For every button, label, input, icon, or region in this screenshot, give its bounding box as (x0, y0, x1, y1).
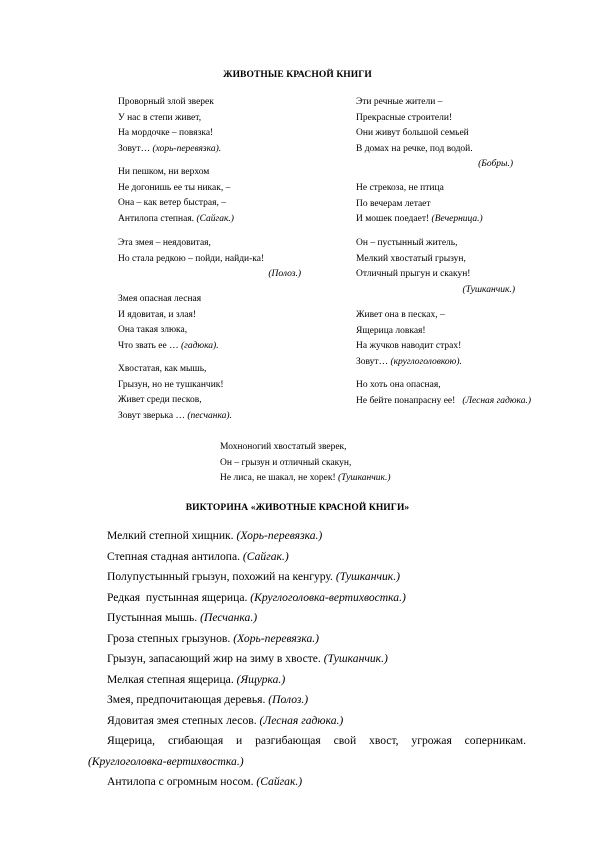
quiz-answer: (Ящурка.) (236, 672, 286, 686)
riddle-right-4 (356, 308, 526, 370)
riddle-answer: (песчанка). (187, 410, 232, 421)
riddle-line: Отличный прыгун и скакун! (356, 269, 471, 279)
riddle-line: Ящерица ловкая! (356, 325, 426, 336)
quiz-answer: (Песчанка.) (200, 611, 258, 624)
quiz-list (88, 526, 526, 793)
riddle-line: Грызун, но не тушканчик! (118, 379, 224, 390)
riddle-answer: (Вечерница.) (431, 214, 483, 224)
quiz-item (88, 588, 526, 609)
quiz-answer: (Хорь-перевязка.) (236, 529, 323, 542)
quiz-answer: (Тушканчик.) (323, 652, 388, 665)
riddle-line: Эта змея – неядовитая, (118, 238, 211, 248)
riddle-answer: (Лесная гадюка.) (462, 395, 532, 406)
riddle-line (118, 409, 348, 425)
riddle-line: Живет она в песках, – (356, 310, 445, 320)
quiz-answer: (Круглоголовка-вертихвостка.) (250, 590, 406, 604)
riddle-line: У нас в степи живет, (118, 112, 202, 123)
quiz-item (88, 608, 526, 629)
quiz-question: Ядовитая змея степных лесов. (107, 713, 260, 727)
quiz-answer: (Хорь-перевязка.) (233, 631, 320, 645)
riddle-left-5 (118, 362, 348, 424)
quiz-item (88, 526, 526, 547)
riddle-text: Не бейте понапрасну ее! (356, 395, 463, 406)
riddle-line (220, 471, 460, 487)
riddle-answer: (круглоголовкою). (390, 356, 462, 367)
quiz-answer: (Полоз.) (268, 693, 309, 706)
quiz-question: Мелкая степная ящерица. (107, 672, 237, 686)
riddle-answer: (хорь-перевязка). (152, 143, 222, 154)
quiz-question: Антилопа с огромным носом. (107, 775, 257, 788)
title-red-book-animals: ЖИВОТНЫЕ КРАСНОЙ КНИГИ (223, 70, 372, 80)
riddle-right-2 (356, 181, 526, 228)
riddle-text: Зовут… (356, 356, 391, 367)
riddle-line: На жучков наводит страх! (356, 341, 462, 351)
riddle-line: Мохноногий хвостатый зверек, (220, 442, 347, 452)
riddle-line: Они живут большой семьей (356, 128, 469, 138)
riddle-left-3 (118, 236, 301, 283)
riddle-line: Проворный злой зверек (118, 97, 214, 107)
riddle-line: В домах на речке, под водой. (356, 143, 473, 154)
riddle-line: Не догонишь ее ты никак, – (118, 182, 231, 193)
quiz-question: Мелкий степной хищник. (107, 529, 237, 542)
riddle-text: Зовут зверька … (118, 410, 188, 421)
quiz-answer: (Тушканчик.) (335, 570, 400, 583)
riddle-line (356, 394, 532, 410)
riddle-line: Она – как ветер быстрая, – (118, 198, 227, 208)
riddle-line: Он – грызун и отличный скакун, (220, 457, 352, 468)
riddle-text: Не лиса, не шакал, не хорек! (220, 473, 338, 483)
riddle-answer: (Сайгак.) (196, 213, 234, 224)
quiz-item (88, 690, 526, 711)
quiz-question: Грызун, запасающий жир на зиму в хвосте. (107, 652, 324, 665)
riddle-text: Зовут… (118, 143, 153, 154)
riddle-right-3 (356, 236, 515, 298)
riddle-line (356, 212, 526, 228)
quiz-item (88, 649, 526, 670)
riddle-line (118, 339, 348, 355)
quiz-answer: (Сайгак.) (256, 775, 303, 788)
riddle-line: На мордочке – повязка! (118, 128, 214, 138)
quiz-answer: (Сайгак.) (242, 549, 289, 563)
riddle-line (118, 212, 348, 228)
riddle-right-1 (356, 95, 513, 173)
quiz-question: Редкая пустынная ящерица. (107, 590, 251, 604)
riddle-line: По вечерам летает (356, 198, 431, 209)
riddle-left-4 (118, 292, 348, 354)
quiz-item: Ящерица, сгибающая и разгибающая свой хвост, угрожая соперникам. (107, 734, 526, 747)
riddle-line: Ни пешком, ни верхом (118, 167, 210, 177)
riddle-answer: (Бобры.) (478, 159, 513, 169)
riddle-line: Она такая злюка, (118, 325, 188, 335)
quiz-answer: (Круглоголовка-вертихвостка.) (88, 754, 244, 768)
riddle-line: Прекрасные строители! (356, 112, 453, 123)
riddle-line: Змея опасная лесная (118, 294, 202, 304)
quiz-item (88, 772, 526, 793)
quiz-question: Пустынная мышь. (107, 611, 201, 624)
riddle-line: Он – пустынный житель, (356, 238, 458, 248)
riddle-answer: (Полоз.) (268, 269, 301, 279)
riddle-line: Хвостатая, как мышь, (118, 364, 207, 374)
riddle-line: Живет среди песков, (118, 395, 202, 405)
riddle-line: Мелкий хвостатый грызун, (356, 253, 466, 264)
riddle-text: Что звать ее … (118, 340, 181, 351)
quiz-question: Змея, предпочитающая деревья. (107, 693, 269, 706)
quiz-item (88, 547, 526, 568)
riddle-center (220, 440, 460, 487)
quiz-item-continuation (88, 752, 526, 773)
riddle-line (356, 355, 526, 371)
quiz-item (88, 711, 526, 732)
title-quiz: ВИКТОРИНА «ЖИВОТНЫЕ КРАСНОЙ КНИГИ» (185, 503, 410, 513)
quiz-item (88, 670, 526, 691)
quiz-answer: (Лесная гадюка.) (259, 713, 344, 727)
riddle-right-5 (356, 378, 532, 409)
riddle-answer: (Тушканчик.) (337, 473, 391, 483)
riddle-text: И мошек поедает! (356, 214, 432, 224)
riddle-line: Но хоть она опасная, (356, 380, 441, 390)
riddle-line: Эти речные жители – (356, 97, 443, 107)
riddle-answer: (гадюка). (180, 340, 219, 351)
quiz-question: Степная стадная антилопа. (107, 549, 243, 563)
riddle-line: И ядовитая, и злая! (118, 309, 197, 320)
riddle-answer: (Тушканчик.) (462, 284, 515, 295)
riddle-left-1 (118, 95, 348, 157)
riddle-text: Антилопа степная. (118, 213, 197, 224)
riddle-line: Не стрекоза, не птица (356, 183, 444, 193)
quiz-question: Гроза степных грызунов. (107, 631, 234, 645)
quiz-question: Полупустынный грызун, похожий на кенгуру. (107, 570, 336, 583)
quiz-item (88, 567, 526, 588)
riddle-left-2 (118, 165, 348, 227)
quiz-item (88, 629, 526, 650)
riddle-line (118, 142, 348, 158)
riddle-line: Но стала редкою – пойди, найди-ка! (118, 253, 265, 264)
